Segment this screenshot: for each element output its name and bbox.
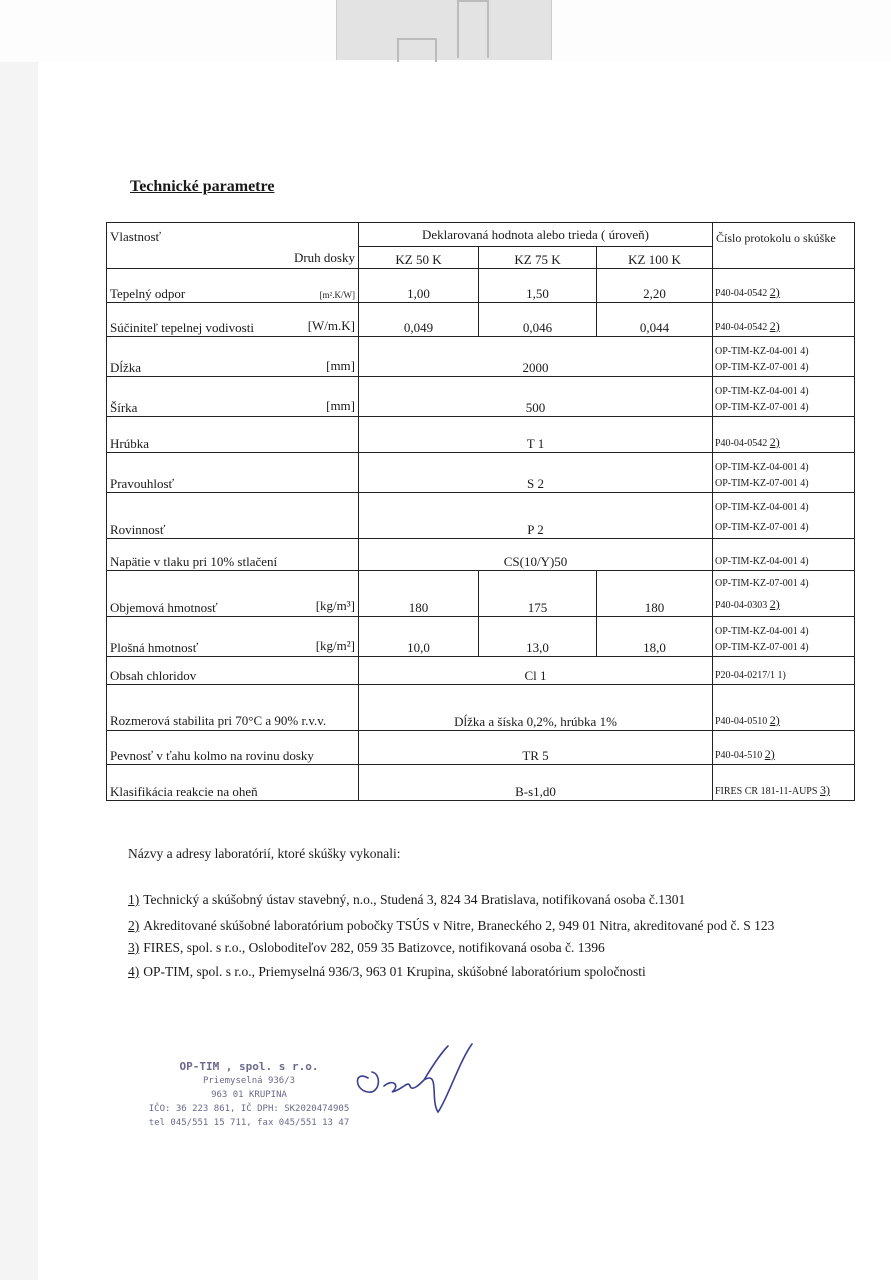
protocol-cell: OP-TIM-KZ-04-001 4) OP-TIM-KZ-07-001 4)	[713, 453, 855, 493]
protocol-cell: FIRES CR 181-11-AUPS 3)	[713, 765, 855, 801]
protocol-cell: P20-04-0217/1 1)	[713, 657, 855, 685]
table-row: Pravouhlosť S 2 OP-TIM-KZ-04-001 4) OP-TIM-KZ-07-001 4)	[107, 453, 855, 493]
header-protocol: Číslo protokolu o skúške	[713, 223, 855, 269]
lab-item: 4) OP-TIM, spol. s r.o., Priemyselná 936/3, 963 01 Krupina, skúšobné laboratórium spoločnosti	[128, 964, 646, 979]
table-row: Klasifikácia reakcie na oheň B-s1,d0 FIRES CR 181-11-AUPS 3)	[107, 765, 855, 801]
table-row: Napätie v tlaku pri 10% stlačení CS(10/Y)50 OP-TIM-KZ-04-001 4)	[107, 539, 855, 571]
document-title: Technické parametre	[130, 178, 275, 195]
table-header-row	[107, 223, 855, 247]
row-label: Rovinnosť	[107, 493, 359, 539]
lab-item: 2) Akreditované skúšobné laboratórium pobočky TSÚS v Nitre, Braneckého 2, 949 01 Nitra, akreditované pod č. S 123	[128, 918, 775, 933]
row-label: Dĺžka [mm]	[107, 337, 359, 377]
table-row: Rozmerová stabilita pri 70°C a 90% r.v.v. Dĺžka a šíska 0,2%, hrúbka 1% P40-04-0510 2)	[107, 685, 855, 731]
table-row: Šírka [mm] 500 OP-TIM-KZ-04-001 4) OP-TIM-KZ-07-001 4)	[107, 377, 855, 417]
protocol-cell: OP-TIM-KZ-04-001 4) OP-TIM-KZ-07-001 4)	[713, 617, 855, 657]
table-row: Obsah chloridov Cl 1 P20-04-0217/1 1)	[107, 657, 855, 685]
table-row: Rovinnosť P 2 OP-TIM-KZ-04-001 4) OP-TIM-KZ-07-001 4)	[107, 493, 855, 539]
protocol-cell: P40-04-0542 2)	[713, 269, 855, 303]
lab-item: 1) Technický a skúšobný ústav stavebný, n.o., Studená 3, 824 34 Bratislava, notifikovaná osoba č.1301	[128, 892, 686, 907]
col-kz100: KZ 100 K	[597, 247, 713, 269]
table-row: Pevnosť v ťahu kolmo na rovinu dosky TR 5 P40-04-510 2)	[107, 731, 855, 765]
row-label: Rozmerová stabilita pri 70°C a 90% r.v.v.	[107, 685, 359, 731]
scanned-fragment	[336, 0, 552, 60]
table-row: Tepelný odpor [m².K/W] 1,00 1,50 2,20 P40-04-0542 2)	[107, 269, 855, 303]
labs-title: Názvy a adresy laboratórií, ktoré skúšky vykonali:	[128, 846, 401, 861]
row-label: Obsah chloridov	[107, 657, 359, 685]
table-row: Hrúbka T 1 P40-04-0542 2)	[107, 417, 855, 453]
row-label: Plošná hmotnosť [kg/m²]	[107, 617, 359, 657]
protocol-cell: OP-TIM-KZ-04-001 4) OP-TIM-KZ-07-001 4)	[713, 493, 855, 539]
protocol-cell: P40-04-0542 2)	[713, 417, 855, 453]
header-property-cell	[107, 223, 359, 269]
row-label: Klasifikácia reakcie na oheň	[107, 765, 359, 801]
row-label: Napätie v tlaku pri 10% stlačení	[107, 539, 359, 571]
row-label: Súčiniteľ tepelnej vodivosti [W/m.K]	[107, 303, 359, 337]
table-row: Plošná hmotnosť [kg/m²] 10,0 13,0 18,0 OP-TIM-KZ-04-001 4) OP-TIM-KZ-07-001 4)	[107, 617, 855, 657]
protocol-cell: P40-04-0542 2)	[713, 303, 855, 337]
company-stamp: OP-TIM , spol. s r.o. Priemyselná 936/3 963 01 KRUPINA IČO: 36 223 861, IČ DPH: SK2020474905 tel 045/551 15 711, fax 045/551 13 47	[148, 1060, 350, 1128]
protocol-cell: OP-TIM-KZ-04-001 4) OP-TIM-KZ-07-001 4)	[713, 337, 855, 377]
row-label: Pravouhlosť	[107, 453, 359, 493]
protocol-cell: OP-TIM-KZ-04-001 4) OP-TIM-KZ-07-001 4)	[713, 377, 855, 417]
row-label: Hrúbka	[107, 417, 359, 453]
header-declared: Deklarovaná hodnota alebo trieda ( úroveň)	[359, 223, 713, 247]
table-row: Dĺžka [mm] 2000 OP-TIM-KZ-04-001 4) OP-TIM-KZ-07-001 4)	[107, 337, 855, 377]
protocol-cell: OP-TIM-KZ-07-001 4) P40-04-0303 2)	[713, 571, 855, 617]
handwritten-signature	[350, 1040, 480, 1120]
protocol-cell: P40-04-0510 2)	[713, 685, 855, 731]
row-label: Šírka [mm]	[107, 377, 359, 417]
protocol-cell: OP-TIM-KZ-04-001 4)	[713, 539, 855, 571]
protocol-cell: P40-04-510 2)	[713, 731, 855, 765]
col-kz50: KZ 50 K	[359, 247, 479, 269]
table-row: Súčiniteľ tepelnej vodivosti [W/m.K] 0,049 0,046 0,044 P40-04-0542 2)	[107, 303, 855, 337]
parameters-table	[106, 222, 855, 801]
row-label: Tepelný odpor [m².K/W]	[107, 269, 359, 303]
scan-header-strip	[0, 0, 891, 62]
row-label: Pevnosť v ťahu kolmo na rovinu dosky	[107, 731, 359, 765]
lab-item: 3) FIRES, spol. s r.o., Osloboditeľov 282, 059 35 Batizovce, notifikovaná osoba č. 1396	[128, 940, 605, 955]
table-row: Objemová hmotnosť [kg/m³] 180 175 180 OP-TIM-KZ-07-001 4) P40-04-0303 2)	[107, 571, 855, 617]
row-label: Objemová hmotnosť [kg/m³]	[107, 571, 359, 617]
header-board-type: Druh dosky	[293, 250, 355, 265]
col-kz75: KZ 75 K	[479, 247, 597, 269]
header-property: Vlastnosť	[110, 229, 162, 244]
